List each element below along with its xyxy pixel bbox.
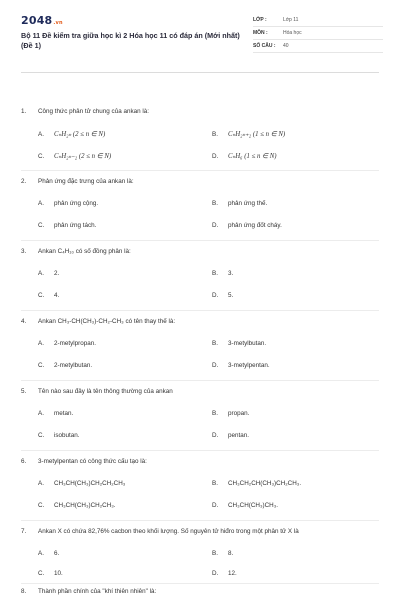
option-letter: C. (38, 432, 45, 439)
option-letter: D. (212, 432, 219, 439)
option-text: 6. (54, 550, 60, 557)
option-letter: B. (212, 550, 218, 557)
option-text: 2-metylbutan. (54, 362, 93, 369)
option-b[interactable] (212, 550, 233, 557)
question-divider (21, 583, 379, 584)
option-letter: D. (212, 362, 219, 369)
option-d[interactable] (212, 222, 282, 229)
question-text: Tên nào sau đây là tên thông thường của ankan (38, 388, 173, 395)
option-c[interactable] (38, 570, 63, 577)
option-text: 5. (228, 292, 234, 299)
question-divider (21, 310, 379, 311)
meta-value: 40 (283, 43, 289, 49)
option-text: 3-metylbutan. (228, 340, 267, 347)
option-letter: D. (212, 570, 219, 577)
meta-row-count (253, 40, 383, 53)
option-letter: A. (38, 200, 44, 207)
option-letter: A. (38, 340, 44, 347)
option-letter: C. (38, 292, 45, 299)
question-number: 4. (21, 318, 27, 325)
meta-value: Hóa học (283, 30, 302, 36)
option-letter: B. (212, 410, 218, 417)
option-letter: C. (38, 152, 45, 160)
question-text: Ankan X có chứa 82,76% cacbon theo khối lượng. Số nguyên tử hiđro trong một phân tử X là (38, 528, 299, 535)
option-b[interactable] (212, 130, 285, 138)
option-text: CₙH₂ₙ₋₂ (2 ≤ n ∈ N) (54, 153, 112, 160)
option-b[interactable] (212, 200, 267, 207)
option-text: phản ứng thế. (228, 200, 268, 207)
question-divider (21, 240, 379, 241)
option-c[interactable] (38, 362, 92, 369)
option-letter: A. (38, 480, 44, 487)
option-letter: B. (212, 200, 218, 207)
meta-key: SỐ CÂU : (253, 43, 276, 49)
option-c[interactable] (38, 502, 116, 509)
option-letter: A. (38, 270, 44, 277)
meta-key: MÔN : (253, 30, 268, 36)
option-text: 8. (228, 550, 234, 557)
option-text: 3. (228, 270, 234, 277)
option-c[interactable] (38, 152, 111, 160)
question-number: 3. (21, 248, 27, 255)
question-number: 5. (21, 388, 27, 395)
question-text: Ankan CH₃-CH(CH₃)-CH₂-CH₃ có tên thay thế là: (38, 318, 176, 325)
option-letter: C. (38, 222, 45, 229)
option-letter: D. (212, 152, 219, 160)
question-divider (21, 170, 379, 171)
option-letter: B. (212, 480, 218, 487)
meta-value: Lớp 11 (283, 17, 299, 23)
option-text: CₙH₂ₙ (2 ≤ n ∈ N) (54, 131, 106, 138)
question-number: 7. (21, 528, 27, 535)
option-c[interactable] (38, 432, 80, 439)
question-divider (21, 380, 379, 381)
option-text: CH₃CH₂CH(CH₃)CH₂CH₃. (228, 480, 302, 487)
option-text: isobutan. (54, 432, 80, 439)
option-letter: D. (212, 292, 219, 299)
logo-suffix: .vn (53, 20, 63, 26)
option-letter: A. (38, 410, 44, 417)
question-divider (21, 520, 379, 521)
option-d[interactable] (212, 502, 278, 509)
site-logo[interactable] (21, 14, 63, 27)
option-b[interactable] (212, 410, 249, 417)
option-text: 2. (54, 270, 60, 277)
option-d[interactable] (212, 362, 270, 369)
question-number: 2. (21, 178, 27, 185)
option-letter: D. (212, 502, 219, 509)
document-title: Bộ 11 Đề kiểm tra giữa học kì 2 Hóa học 11 có đáp án (Mới nhất) (Đề 1) (21, 31, 240, 50)
option-text: CₙH₂ₙ₊₂ (1 ≤ n ∈ N) (228, 131, 286, 138)
option-text: phản ứng tách. (54, 222, 97, 229)
option-c[interactable] (38, 222, 96, 229)
option-letter: B. (212, 340, 218, 347)
option-text: phản ứng cộng. (54, 200, 99, 207)
option-d[interactable] (212, 292, 233, 299)
option-a[interactable] (38, 270, 59, 277)
option-d[interactable] (212, 152, 277, 160)
option-d[interactable] (212, 570, 237, 577)
meta-row-class (253, 14, 383, 27)
question-text: Phản ứng đặc trưng của ankan là: (38, 178, 134, 185)
question-divider (21, 450, 379, 451)
option-letter: B. (212, 270, 218, 277)
question-number: 6. (21, 458, 27, 465)
document-meta (253, 14, 383, 53)
option-text: CₙH₆ (1 ≤ n ∈ N) (228, 153, 277, 160)
option-b[interactable] (212, 480, 301, 487)
option-text: CH₃CH(CH₃)CH₂CH₂CH₃ (54, 480, 126, 487)
logo-text: 2048 (21, 14, 53, 27)
option-text: CH₃CH(CH₃)CH₂CH₃. (54, 502, 116, 509)
option-a[interactable] (38, 410, 73, 417)
option-text: 12. (228, 570, 237, 577)
option-text: 3-metylpentan. (228, 362, 270, 369)
option-b[interactable] (212, 340, 266, 347)
option-c[interactable] (38, 292, 59, 299)
meta-row-subject (253, 27, 383, 40)
option-a[interactable] (38, 480, 125, 487)
option-letter: A. (38, 550, 44, 557)
option-a[interactable] (38, 550, 59, 557)
question-text: Ankan C₄H₁₀ có số đồng phân là: (38, 248, 131, 255)
option-letter: B. (212, 130, 218, 138)
option-text: propan. (228, 410, 250, 417)
question-text: Thành phần chính của "khí thiên nhiên" là: (38, 588, 157, 595)
option-text: 2-metylpropan. (54, 340, 96, 347)
question-number: 8. (21, 588, 27, 595)
document-header (0, 0, 400, 72)
option-text: 4. (54, 292, 60, 299)
header-divider (21, 72, 379, 73)
option-d[interactable] (212, 432, 249, 439)
option-a[interactable] (38, 130, 105, 138)
question-text: Công thức phân tử chung của ankan là: (38, 108, 150, 115)
option-letter: D. (212, 222, 219, 229)
option-b[interactable] (212, 270, 233, 277)
option-a[interactable] (38, 200, 98, 207)
option-letter: C. (38, 502, 45, 509)
option-letter: A. (38, 130, 44, 138)
option-text: phản ứng đốt cháy. (228, 222, 282, 229)
option-letter: C. (38, 570, 45, 577)
option-a[interactable] (38, 340, 96, 347)
option-text: metan. (54, 410, 74, 417)
option-text: CH₃CH(CH₃)CH₃. (228, 502, 279, 509)
question-number: 1. (21, 108, 27, 115)
question-text: 3-metylpentan có công thức cấu tạo là: (38, 458, 147, 465)
option-text: 10. (54, 570, 63, 577)
option-letter: C. (38, 362, 45, 369)
option-text: pentan. (228, 432, 250, 439)
meta-key: LỚP : (253, 17, 267, 23)
